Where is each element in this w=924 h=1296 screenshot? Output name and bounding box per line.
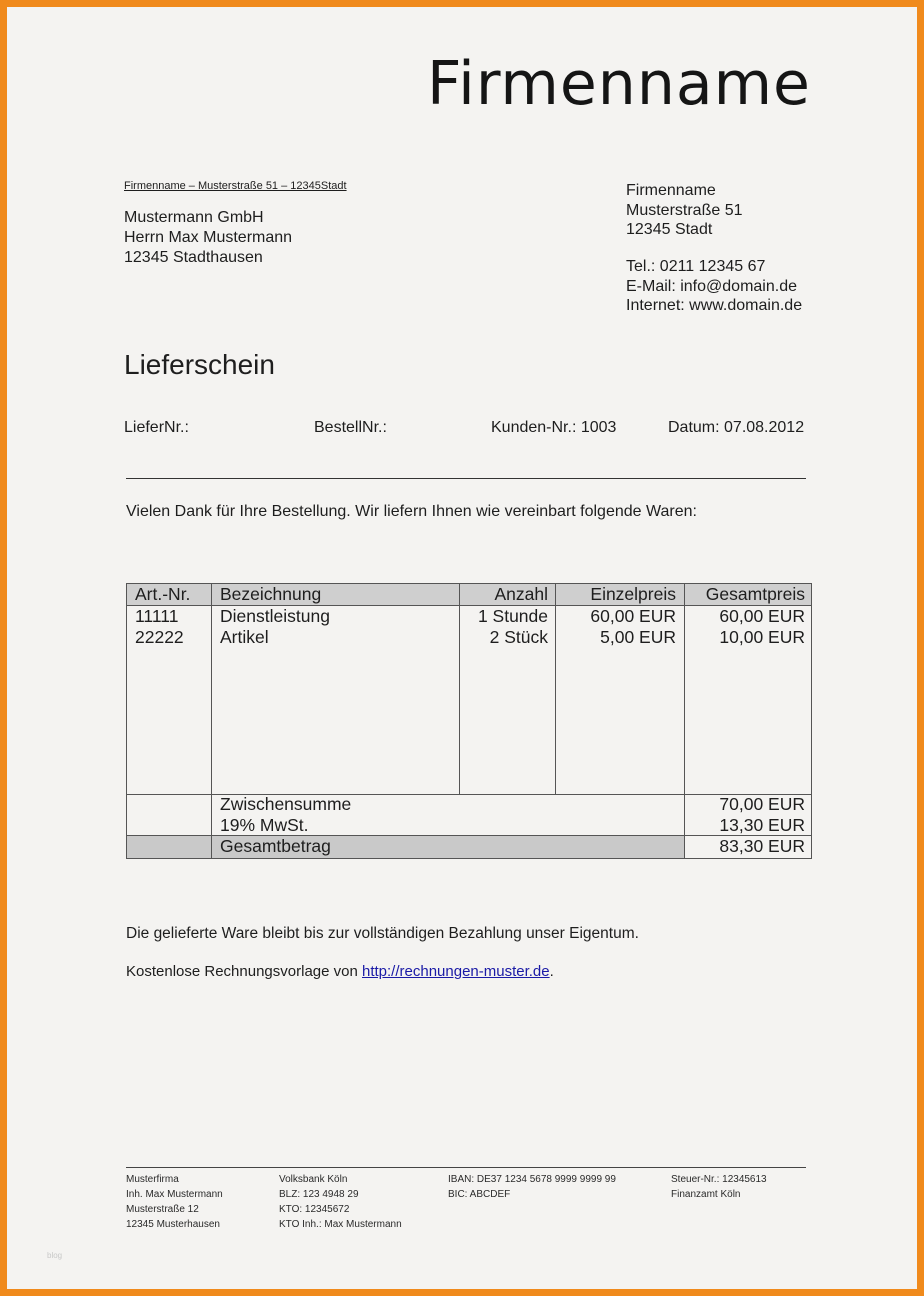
total-label: Gesamtbetrag xyxy=(220,836,331,856)
items-table xyxy=(126,583,812,859)
footer-line: Finanzamt Köln xyxy=(671,1189,741,1200)
footer-line: Musterfirma xyxy=(126,1174,179,1185)
recipient-line: 12345 Stadthausen xyxy=(124,249,263,266)
footer-company xyxy=(126,1172,223,1232)
template-text: Kostenlose Rechnungsvorlage von xyxy=(126,963,362,980)
phone: Tel.: 0211 12345 67 xyxy=(626,258,766,275)
contact-info xyxy=(626,257,802,316)
order-number: BestellNr.: xyxy=(314,419,387,436)
table-cell: 2 Stück xyxy=(489,627,548,647)
column-header: Bezeichnung xyxy=(220,584,322,604)
divider xyxy=(126,478,806,479)
recipient-line: Mustermann GmbH xyxy=(124,209,264,226)
footer-tax xyxy=(671,1172,767,1202)
table-cell: Dienstleistung xyxy=(220,606,330,626)
table-cell: 11111 xyxy=(135,606,179,626)
table-cell: 10,00 EUR xyxy=(719,627,805,647)
column-header: Anzahl xyxy=(494,584,548,604)
footer-divider xyxy=(126,1167,806,1168)
watermark: blog xyxy=(47,1251,63,1260)
template-end: . xyxy=(549,963,554,980)
table-cell: 5,00 EUR xyxy=(600,627,676,647)
table-cell: 1 Stunde xyxy=(477,606,548,626)
footer-line: 12345 Musterhausen xyxy=(126,1219,220,1230)
sender-line: Firmenname xyxy=(626,182,716,199)
document-title: Lieferschein xyxy=(124,349,275,380)
footer-line: IBAN: DE37 1234 5678 9999 9999 99 xyxy=(448,1174,616,1185)
recipient-address xyxy=(124,208,292,268)
footer-line: KTO: 12345672 xyxy=(279,1204,350,1215)
table-cell: 22222 xyxy=(135,627,184,647)
sender-address xyxy=(626,181,742,240)
vat-label: 19% MwSt. xyxy=(220,815,309,835)
sender-return-line: Firmenname – Musterstraße 51 – 12345Stadt xyxy=(124,180,347,192)
total-value: 83,30 EUR xyxy=(719,836,805,856)
footer-line: BIC: ABCDEF xyxy=(448,1189,511,1200)
template-note xyxy=(126,963,554,980)
template-link[interactable]: http://rechnungen-muster.de xyxy=(362,963,550,980)
intro-text: Vielen Dank für Ihre Bestellung. Wir liefern Ihnen wie vereinbart folgende Waren: xyxy=(126,503,697,520)
footer-line: Volksbank Köln xyxy=(279,1174,348,1185)
website: Internet: www.domain.de xyxy=(626,297,803,314)
email: E-Mail: info@domain.de xyxy=(626,277,797,295)
subtotal-label: Zwischensumme xyxy=(220,794,352,814)
table-cell: 60,00 EUR xyxy=(719,606,805,626)
footer-line: Steuer-Nr.: 12345613 xyxy=(671,1174,767,1185)
ownership-note: Die gelieferte Ware bleibt bis zur vollständigen Bezahlung unser Eigentum. xyxy=(126,925,639,942)
footer-line: BLZ: 123 4948 29 xyxy=(279,1189,359,1200)
vat-value: 13,30 EUR xyxy=(719,815,805,835)
table-cell: 60,00 EUR xyxy=(590,606,676,626)
recipient-line: Herrn Max Mustermann xyxy=(124,229,293,246)
footer-line: KTO Inh.: Max Mustermann xyxy=(279,1219,402,1230)
subtotal-value: 70,00 EUR xyxy=(719,794,805,814)
footer-iban xyxy=(448,1172,616,1202)
column-divider xyxy=(211,584,212,858)
column-header: Gesamtpreis xyxy=(705,584,805,604)
delivery-number: LieferNr.: xyxy=(124,419,189,436)
column-header: Einzelpreis xyxy=(590,584,676,604)
table-cell: Artikel xyxy=(220,627,269,647)
footer-line: Musterstraße 12 xyxy=(126,1204,199,1215)
sender-line: Musterstraße 51 xyxy=(626,201,743,219)
column-header: Art.-Nr. xyxy=(135,584,191,604)
sender-line: 12345 Stadt xyxy=(626,221,713,238)
footer-bank xyxy=(279,1172,402,1232)
company-title: Firmenname xyxy=(427,49,811,119)
date: Datum: 07.08.2012 xyxy=(668,419,805,436)
customer-number: Kunden-Nr.: 1003 xyxy=(491,419,617,436)
footer-line: Inh. Max Mustermann xyxy=(126,1189,223,1200)
